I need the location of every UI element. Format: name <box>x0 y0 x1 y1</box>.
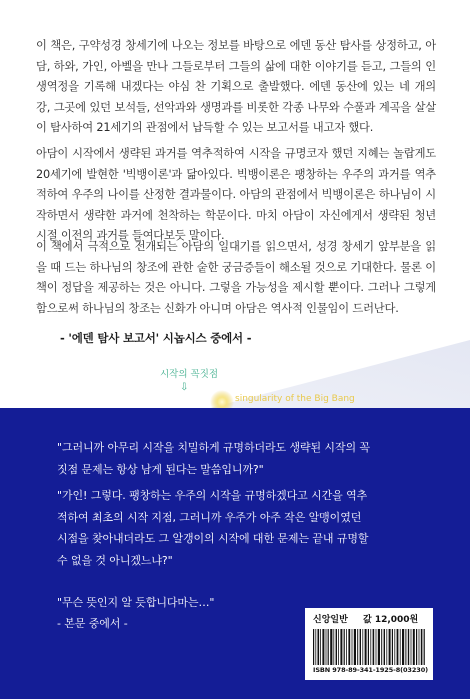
synopsis-paragraph-1: 이 책은, 구약성경 창세기에 나오는 정보를 바탕으로 에덴 동산 탐사를 상정하고, 아담, 하와, 가인, 아벨을 만나 그들로부터 그들의 삶에 대한 이야기를 듣고, 그들의 인생역정을 기록해 내겠다는 야심 찬 기획으로 출발했다. 에덴 동산에 있는 네 개의 강, 그곳에 있던 보석들, 선악과와 생명과를 비롯한 각종 나무와 수풀과 계곡을 살살이 탐사하여 21세기의 관점에서 납득할 수 있는 보고서를 내고자 했다. <box>36 39 436 134</box>
book-price: 값 12,000원 <box>363 615 419 625</box>
singularity-label-english: singularity of the Big Bang <box>235 394 355 404</box>
quote-source: - 본문 중에서 - <box>57 617 128 630</box>
synopsis-source: - '에덴 탐사 보고서' 시놉시스 중에서 - <box>60 331 252 345</box>
barcode <box>313 629 425 665</box>
price-box <box>305 608 433 680</box>
book-category: 신앙일반 <box>313 615 348 625</box>
singularity-label-korean: 시작의 꼭짓점 <box>160 369 219 380</box>
synopsis-paragraph-3: 이 책에서 극적으로 전개되는 아담의 일대기를 읽으면서, 성경 창세기 앞부분을 읽을 때 드는 하나님의 창조에 관한 숱한 궁금증들이 해소될 것으로 기대한다. 물론 이 책이 정답을 제공하는 것은 아니다. 그렇을 가능성을 제시할 뿐이다. 그러나 그렇게 함으로써 하나님의 창조는 신화가 아니며 아담은 역사적 인물임이 드러난다. <box>36 240 436 315</box>
quote-2: "가인! 그렇다. 팽창하는 우주의 시작을 규명하겠다고 시간을 역추적하여 최초의 시작 지점, 그러니까 우주가 아주 작은 알맹이였던 시점을 찾아내더라도 그 알갱이의 시작에 대한 문제는 끝내 규명할 수 없을 것 아니겠느냐?" <box>57 489 369 567</box>
quote-1: "그러니까 아무리 시작을 치밀하게 규명하더라도 생략된 시작의 꼭짓점 문제는 항상 남게 된다는 말씀입니까?" <box>57 441 370 476</box>
quote-3: "무슨 뜻인지 알 듯합니다마는…" <box>57 596 215 609</box>
isbn-number: ISBN 978-89-341-1925-8(03230) <box>313 666 428 674</box>
singularity-glow <box>210 390 234 410</box>
synopsis-paragraph-2: 아담이 시작에서 생략된 과거를 역추적하여 시작을 규명코자 했던 지혜는 놀랍게도 20세기에 발현한 '빅뱅이론'과 닮아있다. 빅뱅이론은 팽창하는 우주의 과거를 역추적하여 우주의 나이를 산정한 결과물이다. 아담의 관점에서 빅뱅이론은 하나님이 시작하면서 생략한 과거에 천착하는 학문이다. 마치 아담이 자신에게서 생략된 청년 시절 이전의 과거를 들여다보듯 말이다. <box>36 147 436 242</box>
down-arrow-icon: ⇩ <box>180 382 189 393</box>
